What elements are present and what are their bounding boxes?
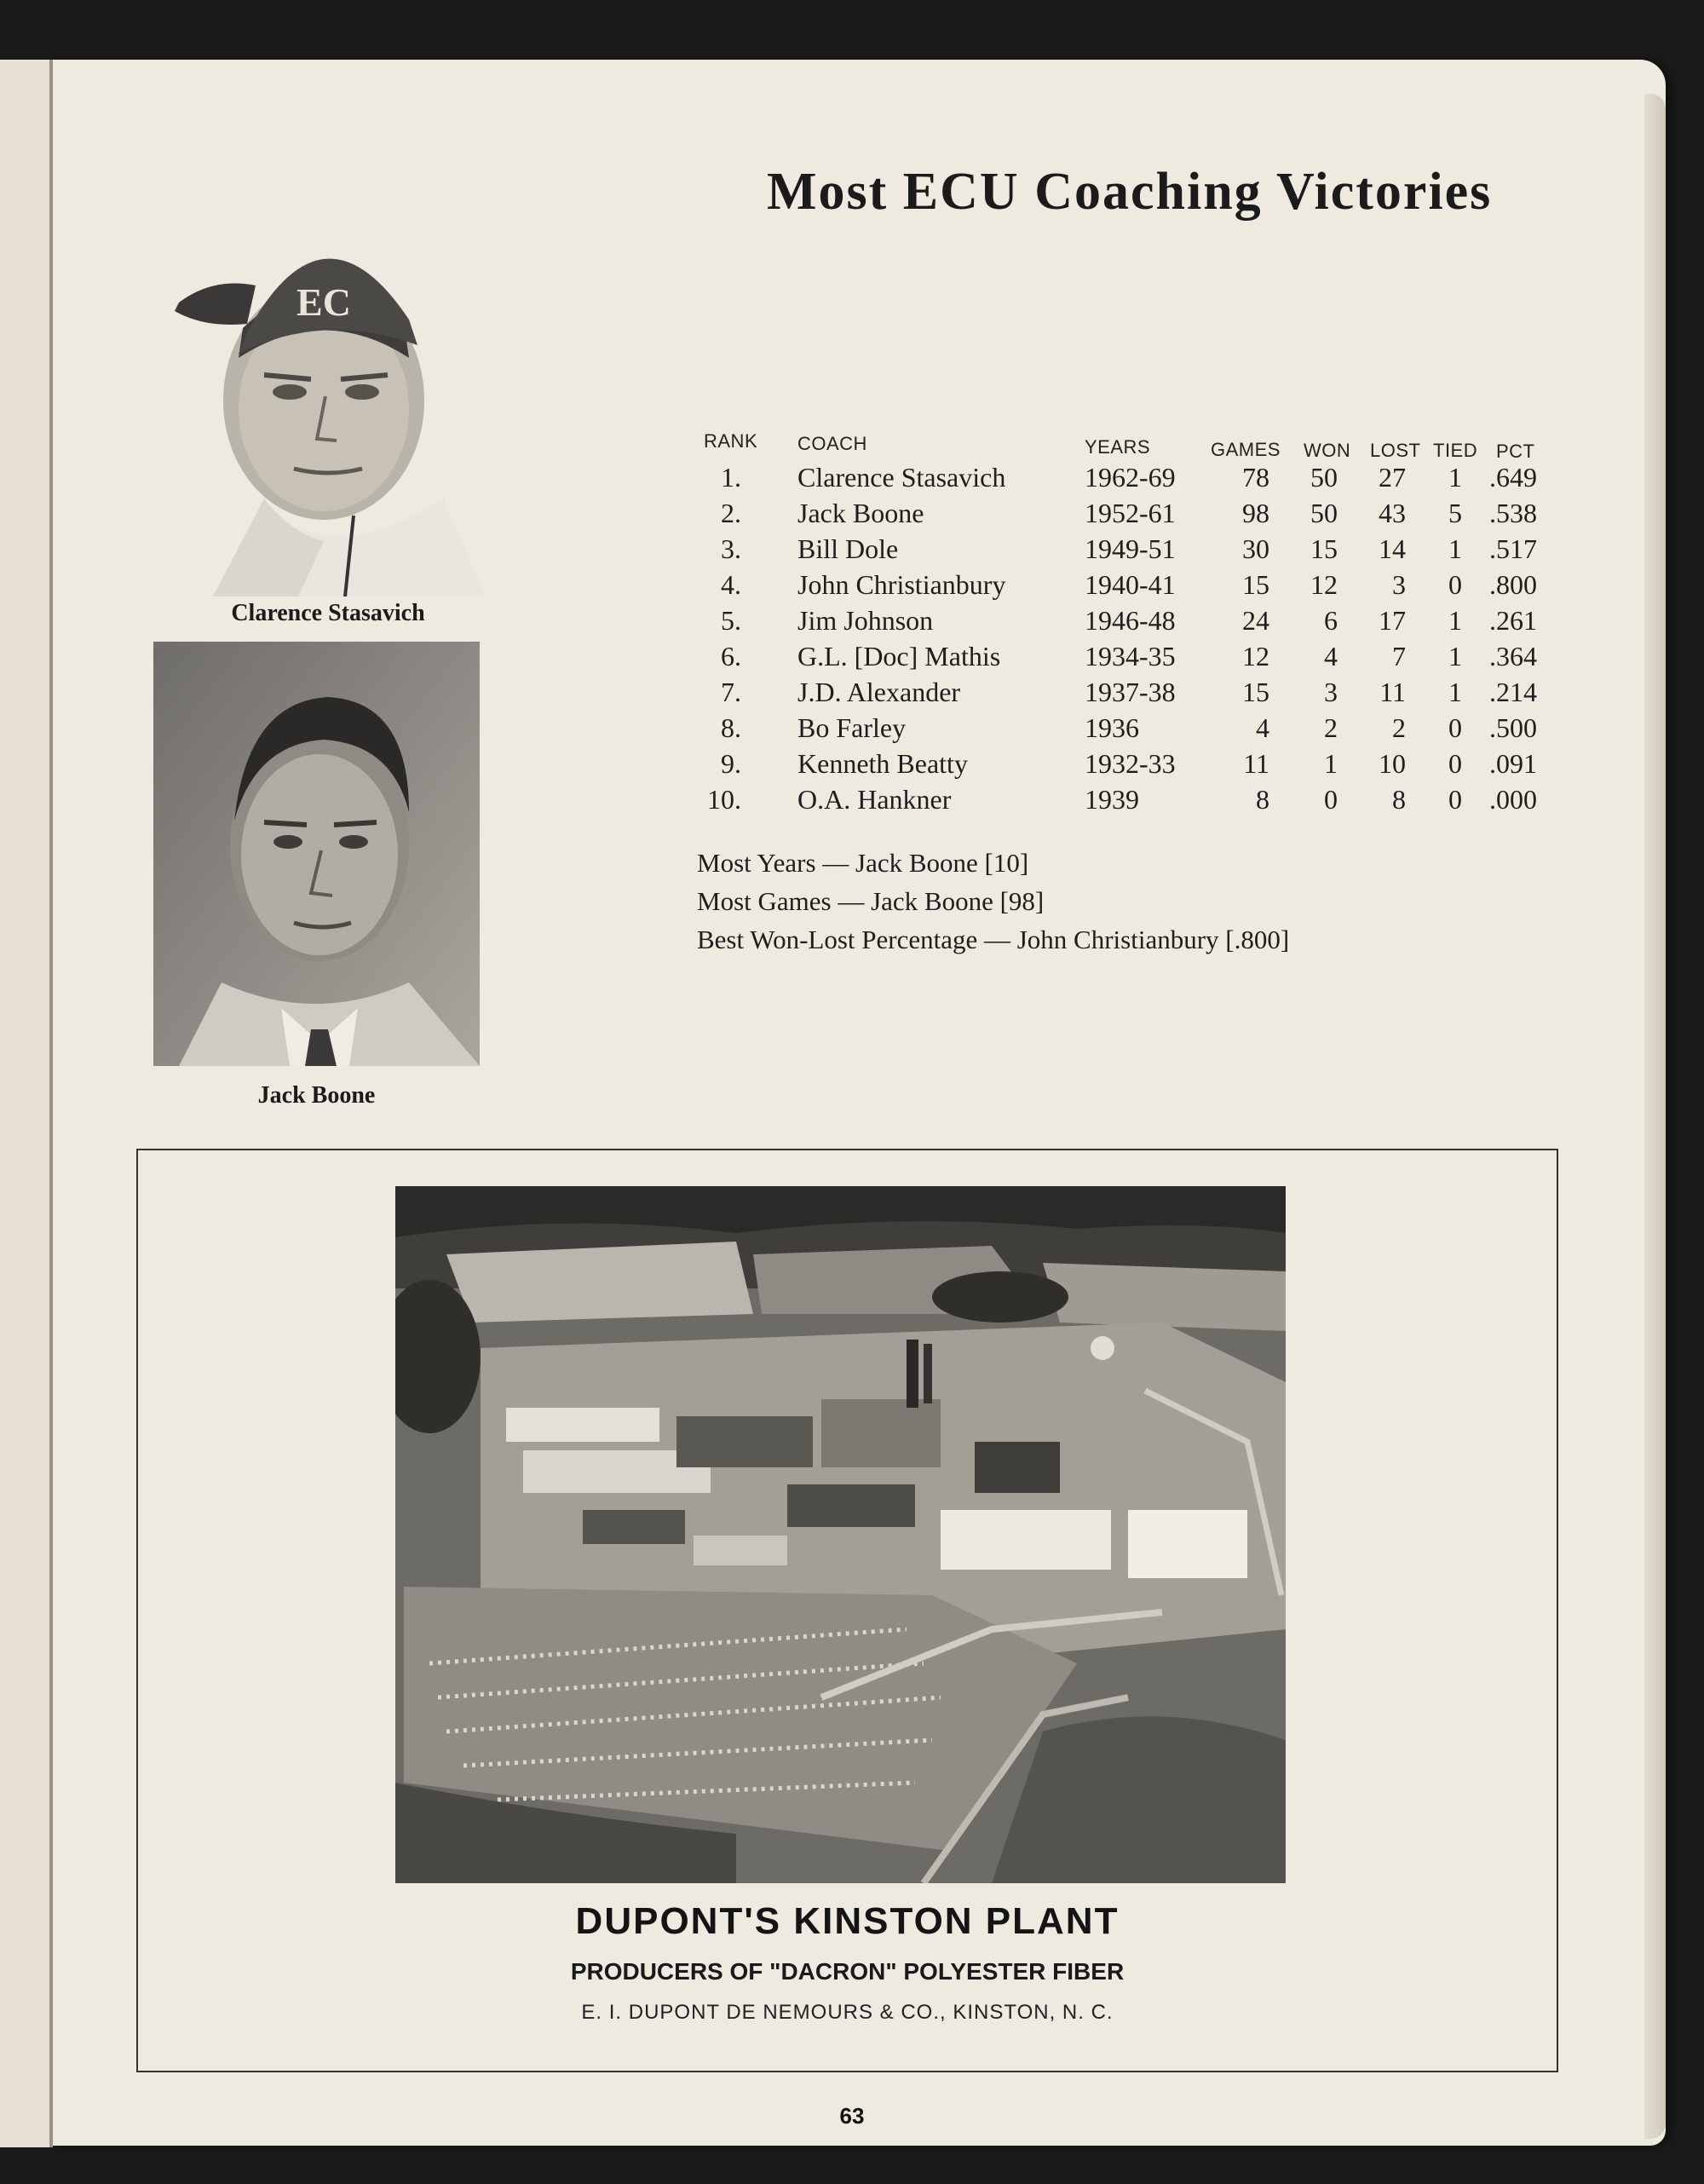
cell-rank: 3.: [721, 533, 741, 564]
cell-games: 4: [1256, 712, 1269, 743]
header-coach: COACH: [797, 433, 867, 454]
header-won: WON: [1304, 440, 1351, 461]
cell-pct: .214: [1489, 677, 1537, 707]
cell-coach: John Christianbury: [797, 569, 1006, 600]
cell-pct: .261: [1489, 605, 1537, 636]
table-row: [697, 533, 1557, 569]
header-games: GAMES: [1211, 439, 1281, 460]
cell-lost: 43: [1379, 498, 1406, 528]
photo-jack-boone: [153, 642, 480, 1066]
cell-games: 8: [1256, 784, 1269, 815]
cell-coach: Kenneth Beatty: [797, 748, 968, 779]
caption-clarence-stasavich: Clarence Stasavich: [231, 600, 425, 626]
cell-won: 2: [1324, 712, 1338, 743]
cell-years: 1936: [1085, 712, 1139, 743]
cell-won: 15: [1310, 533, 1338, 564]
cell-games: 98: [1242, 498, 1269, 528]
page-number: 63: [839, 2103, 865, 2129]
cell-won: 3: [1324, 677, 1338, 707]
cell-games: 30: [1242, 533, 1269, 564]
cell-tied: 1: [1448, 677, 1462, 707]
cell-lost: 10: [1379, 748, 1406, 779]
cell-pct: .800: [1489, 569, 1537, 600]
cell-coach: Jack Boone: [797, 498, 924, 528]
table-row: [697, 569, 1557, 605]
header-lost: LOST: [1370, 440, 1421, 461]
page-title: Most ECU Coaching Victories: [767, 163, 1493, 221]
cell-tied: 0: [1448, 569, 1462, 600]
cell-lost: 3: [1392, 569, 1406, 600]
cell-rank: 10.: [707, 784, 741, 815]
cell-coach: G.L. [Doc] Mathis: [797, 641, 1001, 671]
cell-lost: 7: [1392, 641, 1406, 671]
cell-games: 12: [1242, 641, 1269, 671]
cell-lost: 14: [1379, 533, 1406, 564]
summary-most-years: Most Years — Jack Boone [10]: [697, 848, 1029, 878]
cell-games: 78: [1242, 462, 1269, 493]
portrait-illustration: [153, 642, 480, 1066]
table-row: [697, 784, 1557, 820]
cell-won: 0: [1324, 784, 1338, 815]
header-tied: TIED: [1433, 440, 1478, 461]
cap-logo: EC: [296, 280, 351, 324]
cell-tied: 1: [1448, 641, 1462, 671]
cell-years: 1934-35: [1085, 641, 1176, 671]
cell-lost: 2: [1392, 712, 1406, 743]
cell-coach: Bo Farley: [797, 712, 907, 743]
cell-games: 11: [1243, 748, 1269, 779]
summary-best-pct: Best Won-Lost Percentage — John Christianbury [.800]: [697, 925, 1290, 954]
cell-tied: 0: [1448, 784, 1462, 815]
cell-coach: Bill Dole: [797, 533, 899, 564]
cell-pct: .000: [1489, 784, 1537, 815]
facing-page-edge: [0, 60, 53, 2147]
cell-rank: 4.: [721, 569, 741, 600]
cell-won: 1: [1324, 748, 1338, 779]
cell-rank: 2.: [721, 498, 741, 528]
cell-coach: Clarence Stasavich: [797, 462, 1006, 493]
header-rank: RANK: [704, 430, 758, 452]
photo-clarence-stasavich: [162, 175, 486, 596]
cell-tied: 5: [1448, 498, 1462, 528]
cell-coach: O.A. Hankner: [797, 784, 952, 815]
cell-games: 15: [1242, 677, 1269, 707]
aerial-plant-photo: [395, 1186, 1286, 1883]
cell-pct: .364: [1489, 641, 1537, 671]
cell-won: 4: [1324, 641, 1338, 671]
cell-years: 1946-48: [1085, 605, 1176, 636]
cell-pct: .538: [1489, 498, 1537, 528]
page-edge-shadow: [1644, 94, 1666, 2139]
cell-rank: 8.: [721, 712, 741, 743]
cell-games: 15: [1242, 569, 1269, 600]
table-row: [697, 677, 1557, 712]
cell-years: 1952-61: [1085, 498, 1176, 528]
cell-won: 12: [1310, 569, 1338, 600]
records-summary: [697, 848, 1289, 963]
cell-coach: Jim Johnson: [797, 605, 934, 636]
table-row: [697, 462, 1557, 498]
cell-pct: .091: [1489, 748, 1537, 779]
cell-years: 1962-69: [1085, 462, 1176, 493]
cell-rank: 1.: [721, 462, 741, 493]
cell-rank: 6.: [721, 641, 741, 671]
cell-lost: 27: [1379, 462, 1406, 493]
header-pct: PCT: [1496, 441, 1535, 462]
cell-years: 1939: [1085, 784, 1139, 815]
cell-tied: 0: [1448, 748, 1462, 779]
ad-title: DUPONT'S KINSTON PLANT: [575, 1900, 1120, 1942]
cell-tied: 1: [1448, 462, 1462, 493]
cell-years: 1949-51: [1085, 533, 1176, 564]
header-years: YEARS: [1085, 436, 1151, 458]
cell-years: 1932-33: [1085, 748, 1176, 779]
ad-subtitle: PRODUCERS OF "DACRON" POLYESTER FIBER: [570, 1958, 1125, 1985]
cell-games: 24: [1242, 605, 1269, 636]
table-row: [697, 641, 1557, 677]
table-row: [697, 712, 1557, 748]
cell-tied: 0: [1448, 712, 1462, 743]
summary-most-games: Most Games — Jack Boone [98]: [697, 886, 1045, 916]
cell-lost: 17: [1379, 605, 1406, 636]
cell-rank: 5.: [721, 605, 741, 636]
cell-lost: 8: [1392, 784, 1406, 815]
cell-rank: 7.: [721, 677, 741, 707]
cell-pct: .517: [1489, 533, 1537, 564]
cell-won: 50: [1310, 462, 1338, 493]
cell-tied: 1: [1448, 605, 1462, 636]
cell-coach: J.D. Alexander: [797, 677, 961, 707]
portrait-illustration: [162, 175, 486, 596]
cell-won: 50: [1310, 498, 1338, 528]
cell-pct: .649: [1489, 462, 1537, 493]
cell-pct: .500: [1489, 712, 1537, 743]
caption-jack-boone: Jack Boone: [257, 1082, 376, 1109]
cell-rank: 9.: [721, 748, 741, 779]
aerial-illustration: [395, 1186, 1286, 1883]
table-row: [697, 748, 1557, 784]
table-row: [697, 498, 1557, 533]
dupont-advertisement: [136, 1149, 1558, 2072]
cell-won: 6: [1324, 605, 1338, 636]
ad-address: E. I. DUPONT DE NEMOURS & CO., KINSTON, N. C.: [581, 2001, 1114, 2024]
table-row: [697, 605, 1557, 641]
cell-years: 1937-38: [1085, 677, 1176, 707]
cell-lost: 11: [1379, 677, 1406, 707]
cell-tied: 1: [1448, 533, 1462, 564]
cell-years: 1940-41: [1085, 569, 1176, 600]
